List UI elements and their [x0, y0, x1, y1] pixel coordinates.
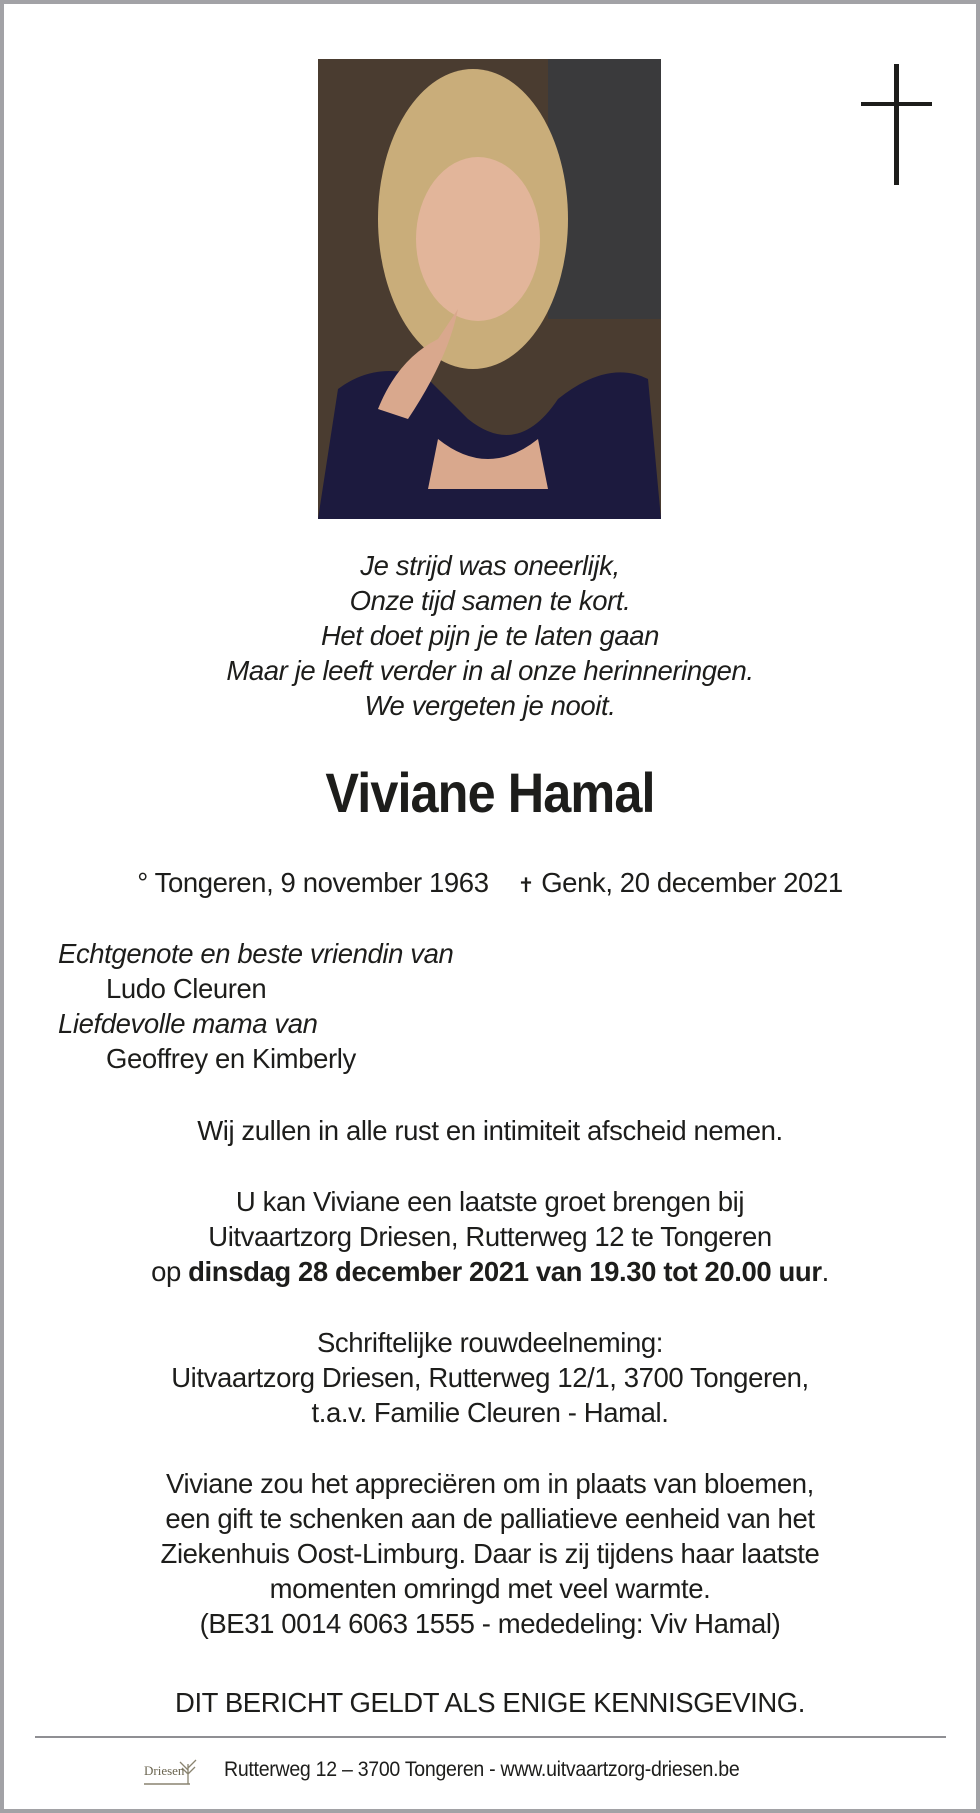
- birth-info: ° Tongeren, 9 november 1963: [137, 867, 489, 898]
- relation-names: Geoffrey en Kimberly: [106, 1043, 356, 1074]
- poem-line: Maar je leeft verder in al onze herinneringen.: [226, 655, 754, 686]
- cross-icon: [861, 64, 932, 185]
- donation-line: een gift te schenken aan de palliatieve eenheid van het: [165, 1503, 815, 1534]
- deceased-name: Viviane Hamal: [325, 761, 655, 824]
- death-cross-icon: ✝: [517, 875, 534, 897]
- portrait-photo: [318, 59, 661, 519]
- footer: [140, 1750, 778, 1790]
- notice-text: DIT BERICHT GELDT ALS ENIGE KENNISGEVING.: [174, 1687, 806, 1718]
- condolence-line: t.a.v. Familie Cleuren - Hamal.: [311, 1397, 669, 1428]
- footer-address: Rutterweg 12 – 3700 Tongeren - www.uitvaartzorg-driesen.be: [224, 1758, 740, 1781]
- poem-line: Het doet pijn je te laten gaan: [320, 620, 660, 651]
- poem: [0, 548, 980, 723]
- relation-role: Liefdevolle mama van: [58, 1008, 318, 1039]
- condolence-info: [0, 1325, 980, 1430]
- donation-info: [0, 1466, 980, 1641]
- condolence-line: Schriftelijke rouwdeelneming:: [316, 1327, 664, 1358]
- visit-suffix: .: [821, 1256, 829, 1287]
- donation-line: Ziekenhuis Oost-Limburg. Daar is zij tijdens haar laatste: [160, 1538, 820, 1569]
- visit-line: [0, 1254, 980, 1289]
- driesen-logo: Driesen: [140, 1750, 210, 1790]
- death-info: Genk, 20 december 2021: [541, 867, 843, 898]
- visit-prefix: op: [151, 1256, 189, 1287]
- donation-line: (BE31 0014 6063 1555 - mededeling: Viv Hamal): [199, 1608, 781, 1639]
- relations: [58, 936, 453, 1076]
- poem-line: We vergeten je nooit.: [364, 690, 616, 721]
- visit-info: [0, 1184, 980, 1289]
- relation-names: Ludo Cleuren: [106, 973, 267, 1004]
- visit-line: U kan Viviane een laatste groet brengen bij: [235, 1186, 745, 1217]
- relation-role: Echtgenote en beste vriendin van: [58, 938, 454, 969]
- donation-line: momenten omringd met veel warmte.: [269, 1573, 711, 1604]
- donation-line: Viviane zou het appreciëren om in plaats van bloemen,: [166, 1468, 814, 1499]
- farewell-text: Wij zullen in alle rust en intimiteit afscheid nemen.: [197, 1115, 783, 1146]
- visit-datetime: dinsdag 28 december 2021 van 19.30 tot 20.00 uur: [188, 1256, 822, 1287]
- visit-line: Uitvaartzorg Driesen, Rutterweg 12 te Tongeren: [208, 1221, 772, 1252]
- dates: [0, 865, 980, 904]
- condolence-line: Uitvaartzorg Driesen, Rutterweg 12/1, 3700 Tongeren,: [171, 1362, 809, 1393]
- divider: [35, 1736, 946, 1738]
- poem-line: Je strijd was oneerlijk,: [360, 550, 620, 581]
- poem-line: Onze tijd samen te kort.: [349, 585, 631, 616]
